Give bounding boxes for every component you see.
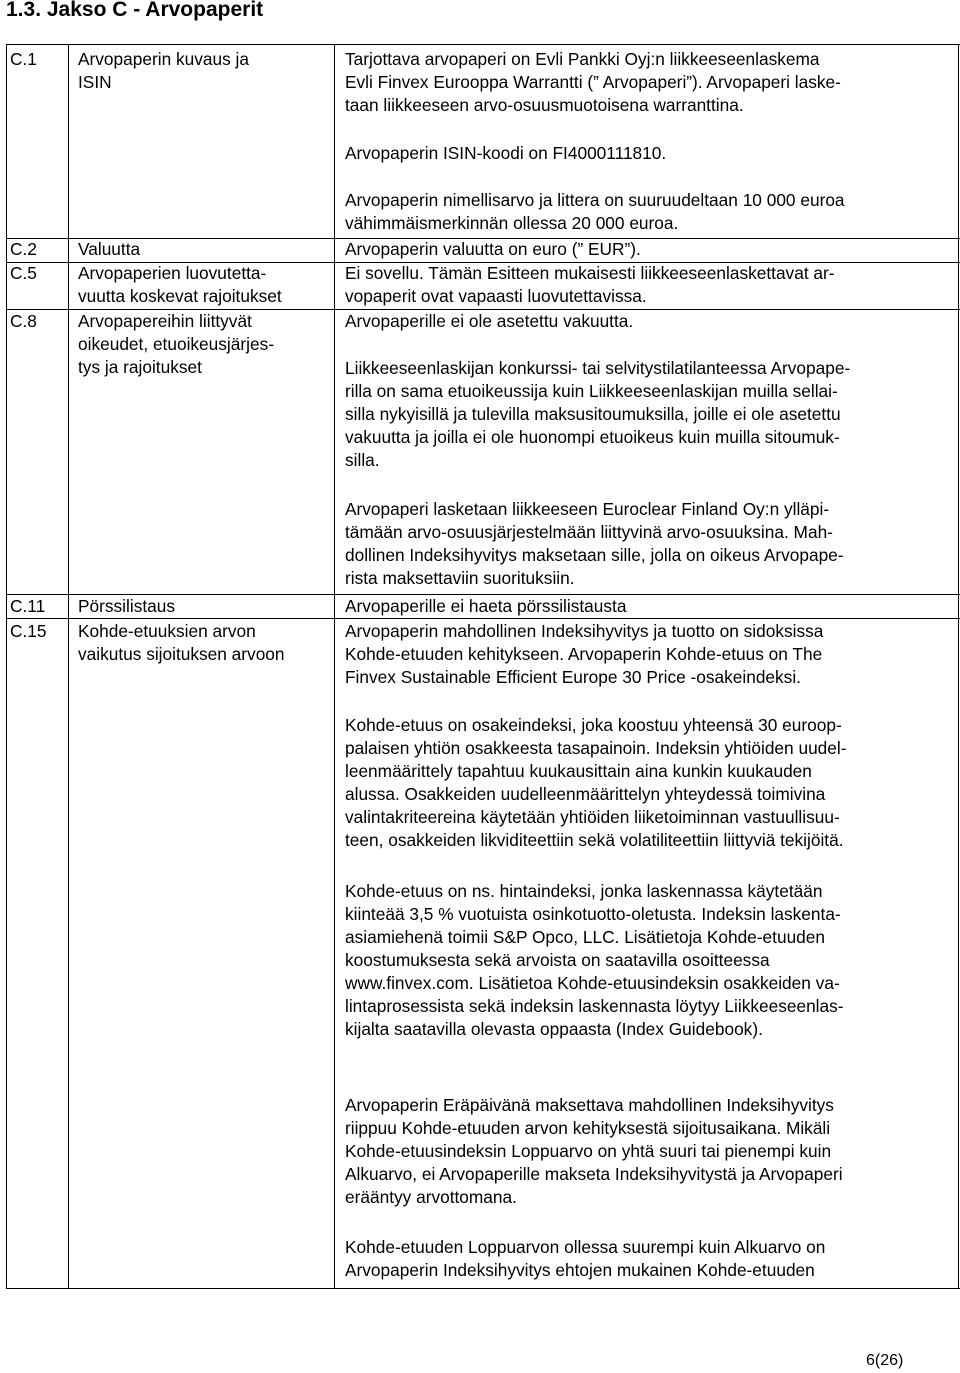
row-code-c15: C.15 [10,621,47,641]
row-label-c5: Arvopaperien luovutetta- vuutta koskevat rajoitukset [78,263,282,306]
row-code-c8: C.8 [10,311,37,331]
c1-paragraph-1: Tarjottava arvopaperi on Evli Pankki Oyj:n liikkeeseenlaskema Evli Finvex Eurooppa Warrantti (” Arvopaperi”). Arvopaperi laske- taan liikkeeseen arvo-osuusmuotoisena warranttina. [345,49,841,115]
section-heading: 1.3. Jakso C - Arvopaperit [6,0,264,21]
c11-paragraph-1: Arvopaperille ei haeta pörssilistausta [345,596,627,616]
row-code-c11: C.11 [10,596,46,616]
table-border-top [6,44,960,45]
row-code-c1: C.1 [10,49,37,69]
row-label-c8: Arvopapereihin liittyvät oikeudet, etuoikeusjärjes- tys ja rajoitukset [78,311,274,377]
row-label-c1: Arvopaperin kuvaus ja ISIN [78,49,249,92]
row-label-c11: Pörssilistaus [78,596,175,616]
c8-paragraph-2: Liikkeeseenlaskijan konkurssi- tai selvitystilatilanteessa Arvopape- rilla on sama etuoikeussija kuin Liikkeeseenlaskijan muilla sellai- silla nykyisillä ja tulevilla maksusitoumuksilla, joille ei ole asetettu vakuutta ja joilla ei ole huonompi etuoikeus kuin muilla sitoumuk- silla. [345,358,851,470]
c15-paragraph-3: Kohde-etuus on ns. hintaindeksi, jonka laskennassa käytetään kiinteää 3,5 % vuotuista osinkotuotto-oletusta. Indeksin laskenta- asiamiehenä toimii S&P Opco, LLC. Lisätietoja Kohde-etuuden koostumuksesta sekä arvoista on saatavilla osoitteessa www.finvex.com. Lisätietoa Kohde-etuusindeksin osakkeiden va- lintaprosessista sekä indeksin laskennasta löytyy Liikkeeseenlas- kijalta saatavilla olevasta oppaasta (Index Guidebook). [345,881,844,1039]
row-code-c5: C.5 [10,263,37,283]
c15-paragraph-4: Arvopaperin Eräpäivänä maksettava mahdollinen Indeksihyvitys riippuu Kohde-etuuden arvon kehityksestä sijoitusaikana. Mikäli Kohde-etuusindeksin Loppuarvo on yhtä suuri tai pienempi kuin Alkuarvo, ei Arvopaperille makseta Indeksihyvitystä ja Arvopaperi erääntyy arvottomana. [345,1095,843,1207]
c1-paragraph-2: Arvopaperin ISIN-koodi on FI4000111810. [345,143,667,163]
c8-paragraph-3: Arvopaperi lasketaan liikkeeseen Euroclear Finland Oy:n ylläpi- tämään arvo-osuusjärjestelmään liittyvinä arvo-osuuksina. Mah- dollinen Indeksihyvitys maksetaan sille, jolla on oikeus Arvopape- rista maksettaviin suorituksiin. [345,499,844,588]
c15-paragraph-5: Kohde-etuuden Loppuarvon ollessa suurempi kuin Alkuarvo on Arvopaperin Indeksihyvitys ehtojen mukainen Kohde-etuuden [345,1237,826,1280]
row-divider [6,618,960,619]
c15-paragraph-1: Arvopaperin mahdollinen Indeksihyvitys ja tuotto on sidoksissa Kohde-etuuden kehitykseen. Arvopaperin Kohde-etuus on The Finvex Sustainable Efficient Europe 30 Price -osakeindeksi. [345,621,824,687]
table-border-left [6,44,7,1288]
table-border-bottom [6,1288,960,1289]
row-label-c15: Kohde-etuuksien arvon vaikutus sijoituksen arvoon [78,621,285,664]
table-divider-label [334,44,335,1288]
page-number: 6(26) [866,1352,904,1369]
row-code-c2: C.2 [10,239,37,259]
row-label-c2: Valuutta [78,239,141,259]
c5-paragraph-1: Ei sovellu. Tämän Esitteen mukaisesti liikkeeseenlaskettavat ar- vopaperit ovat vapaasti luovutettavissa. [345,263,835,306]
c2-paragraph-1: Arvopaperin valuutta on euro (” EUR”). [345,239,641,259]
c8-paragraph-1: Arvopaperille ei ole asetettu vakuutta. [345,311,634,331]
table-divider-code [68,44,69,1288]
table-border-right [958,44,959,1288]
c15-paragraph-2: Kohde-etuus on osakeindeksi, joka koostuu yhteensä 30 euroop- palaisen yhtiön osakkeesta tasapainoin. Indeksin yhtiöiden uudel- leenmäärittely tapahtuu kuukausittain aina kunkin kuukauden alussa. Osakkeiden uudelleenmäärittelyn yhteydessä toimivina valintakriteereina käytetään yhtiöiden liiketoiminnan vastuullisuu- teen, osakkeiden likviditeettiin sekä volatiliteettiin liittyviä tekijöitä. [345,715,847,850]
c1-paragraph-3: Arvopaperin nimellisarvo ja littera on suuruudeltaan 10 000 euroa vähimmäismerkinnän ollessa 20 000 euroa. [345,190,845,233]
